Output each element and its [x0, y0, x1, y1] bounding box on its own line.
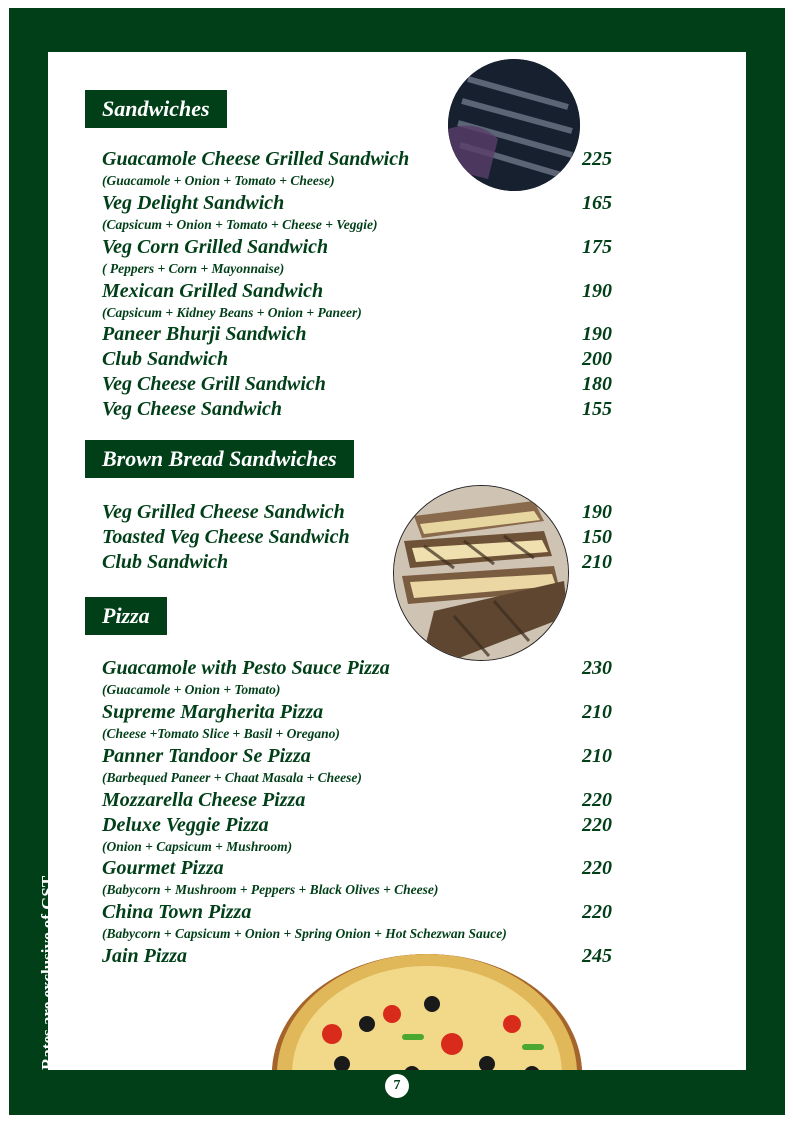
menu-item [102, 526, 622, 550]
page-number: 7 [385, 1074, 409, 1098]
item-name: China Town Pizza [102, 901, 252, 923]
menu-item [102, 657, 622, 681]
item-name: Gourmet Pizza [102, 857, 224, 879]
menu-item [102, 192, 622, 216]
menu-item [102, 148, 622, 172]
item-description: (Guacamole + Onion + Tomato) [102, 682, 281, 697]
item-description: (Capsicum + Onion + Tomato + Cheese + Veggie) [102, 217, 378, 232]
item-price: 210 [582, 745, 612, 767]
section-header-pizza: Pizza [85, 597, 167, 635]
menu-item [102, 745, 622, 769]
item-name: Mozzarella Cheese Pizza [102, 789, 306, 811]
item-price: 210 [582, 551, 612, 573]
menu-item [102, 814, 622, 838]
menu-item [102, 373, 622, 397]
item-name: Toasted Veg Cheese Sandwich [102, 526, 350, 548]
item-price: 220 [582, 857, 612, 879]
item-name: Guacamole with Pesto Sauce Pizza [102, 657, 390, 679]
item-price: 190 [582, 323, 612, 345]
item-price: 230 [582, 657, 612, 679]
item-description: (Babycorn + Capsicum + Onion + Spring Onion + Hot Schezwan Sauce) [102, 926, 507, 941]
item-price: 220 [582, 901, 612, 923]
item-name: Veg Cheese Sandwich [102, 398, 283, 420]
item-price: 245 [582, 945, 612, 967]
item-name: Veg Grilled Cheese Sandwich [102, 501, 345, 523]
item-description: (Babycorn + Mushroom + Peppers + Black Olives + Cheese) [102, 882, 439, 897]
gst-note: Rates are exclusive of GST [38, 875, 57, 1070]
item-name: Guacamole Cheese Grilled Sandwich [102, 148, 410, 170]
menu-item [102, 398, 622, 422]
item-price: 175 [582, 236, 612, 258]
item-price: 190 [582, 501, 612, 523]
menu-item [102, 551, 622, 575]
item-description: (Barbequed Paneer + Chaat Masala + Cheese) [102, 770, 362, 785]
item-price: 165 [582, 192, 612, 214]
item-price: 220 [582, 789, 612, 811]
item-description: ( Peppers + Corn + Mayonnaise) [102, 261, 285, 276]
menu-item [102, 789, 622, 813]
item-price: 210 [582, 701, 612, 723]
item-price: 150 [582, 526, 612, 548]
item-name: Club Sandwich [102, 348, 229, 370]
item-name: Veg Delight Sandwich [102, 192, 285, 214]
item-description: (Cheese +Tomato Slice + Basil + Oregano) [102, 726, 340, 741]
item-price: 155 [582, 398, 612, 420]
item-name: Veg Cheese Grill Sandwich [102, 373, 326, 395]
item-name: Jain Pizza [102, 945, 188, 967]
item-name: Panner Tandoor Se Pizza [102, 745, 311, 767]
item-description: (Capsicum + Kidney Beans + Onion + Paneer) [102, 305, 362, 320]
menu-item [102, 945, 622, 969]
menu-item [102, 857, 622, 881]
item-description: (Onion + Capsicum + Mushroom) [102, 839, 293, 854]
item-description: (Guacamole + Onion + Tomato + Cheese) [102, 173, 335, 188]
item-price: 200 [582, 348, 612, 370]
section-header-sandwiches: Sandwiches [85, 90, 227, 128]
menu-item [102, 501, 622, 525]
menu-item [102, 901, 622, 925]
menu-item [102, 323, 622, 347]
item-price: 220 [582, 814, 612, 836]
menu-item [102, 236, 622, 260]
item-name: Veg Corn Grilled Sandwich [102, 236, 329, 258]
item-name: Paneer Bhurji Sandwich [102, 323, 307, 345]
menu-item [102, 348, 622, 372]
item-name: Mexican Grilled Sandwich [102, 280, 324, 302]
menu-item [102, 280, 622, 304]
menu-panel [48, 52, 746, 1070]
pizza-photo [272, 954, 582, 1070]
item-price: 190 [582, 280, 612, 302]
item-name: Deluxe Veggie Pizza [102, 814, 269, 836]
item-name: Supreme Margherita Pizza [102, 701, 324, 723]
item-name: Club Sandwich [102, 551, 229, 573]
menu-item [102, 701, 622, 725]
item-price: 180 [582, 373, 612, 395]
section-header-brown-bread-sandwiches: Brown Bread Sandwiches [85, 440, 354, 478]
item-price: 225 [582, 148, 612, 170]
